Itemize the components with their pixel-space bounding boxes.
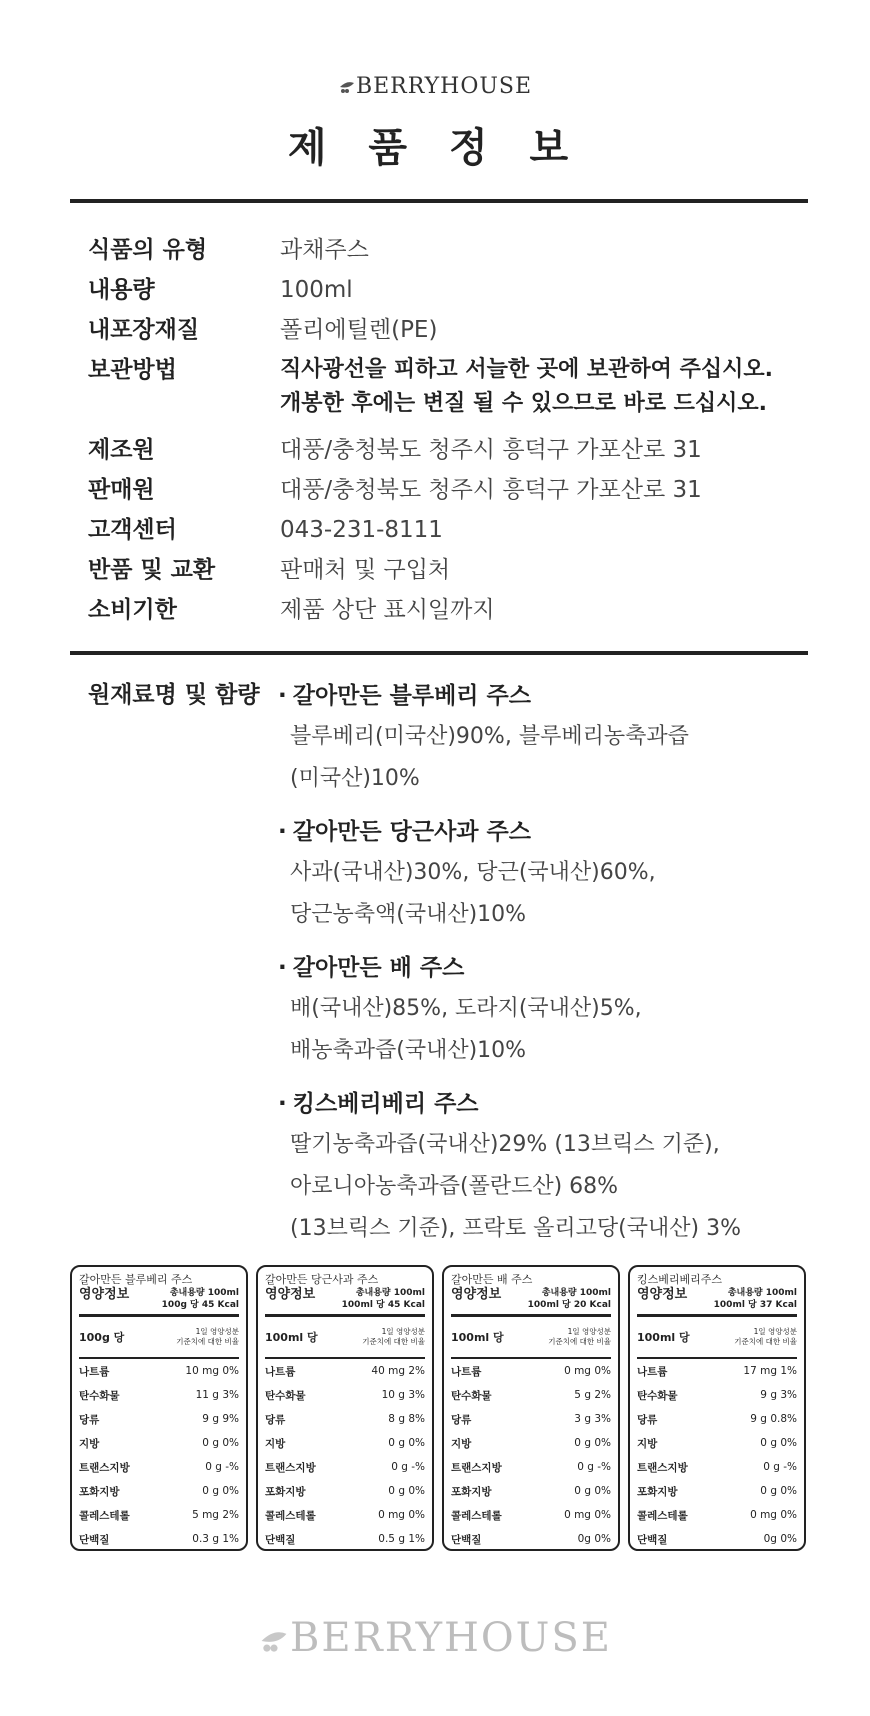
nutrient-name: 당류: [79, 1413, 100, 1426]
info-row-seller: [88, 470, 808, 510]
panel-title: 영양정보: [79, 1287, 130, 1302]
info-row-manufacturer: [88, 430, 808, 470]
info-label: 반품 및 교환: [88, 557, 216, 583]
ingredient-item: [278, 676, 798, 800]
nutrient-row: [79, 1503, 239, 1527]
panel-dv-line: 기준치에 대한 비율: [548, 1337, 611, 1346]
info-value: 100ml: [280, 277, 353, 303]
nutrient-row: [265, 1431, 425, 1455]
panel-dv-line: 1일 영양성분: [567, 1327, 611, 1336]
nutrient-percent: 0.8%: [770, 1413, 797, 1425]
panel-header: [79, 1287, 239, 1317]
divider: [70, 199, 808, 203]
nutrient-row: [637, 1383, 797, 1407]
nutrient-amount: 10 g: [381, 1389, 405, 1401]
ingredient-item: [278, 948, 798, 1072]
ingredient-item: [278, 1084, 798, 1250]
nutrient-percent: 3%: [222, 1389, 239, 1401]
nutrient-amount: 0 g: [388, 1437, 405, 1449]
panel-basis: 100ml 당: [637, 1331, 690, 1344]
nutrient-percent: 0%: [222, 1485, 239, 1497]
nutrient-percent: -%: [597, 1461, 611, 1473]
panel-title: 영양정보: [451, 1287, 502, 1302]
ingredient-line: (미국산)10%: [290, 766, 420, 791]
nutrient-percent: 0%: [780, 1533, 797, 1545]
nutrient-amount: 5 mg: [192, 1509, 219, 1521]
nutrient-name: 나트륨: [265, 1365, 296, 1378]
nutrient-value: [760, 1485, 797, 1497]
nutrient-percent: -%: [783, 1461, 797, 1473]
bullet: ·: [278, 1091, 287, 1117]
nutrient-row: [265, 1455, 425, 1479]
info-value: 043-231-8111: [280, 517, 443, 543]
nutrient-amount: 9 g: [760, 1389, 777, 1401]
brand-logo-top: [0, 74, 870, 99]
nutrient-value: [743, 1365, 797, 1377]
nutrient-amount: 0.5 g: [378, 1533, 405, 1545]
nutrient-row: [637, 1479, 797, 1503]
nutrient-percent: 0%: [408, 1509, 425, 1521]
panel-basis: 100g 당: [79, 1331, 125, 1344]
nutrient-value: [388, 1485, 425, 1497]
info-value: 제품 상단 표시일까지: [280, 597, 495, 623]
nutrient-row: [451, 1359, 611, 1383]
nutrient-value: [574, 1485, 611, 1497]
nutrient-row: [637, 1431, 797, 1455]
nutrient-value: [577, 1461, 611, 1473]
ingredient-line: 블루베리(미국산)90%, 블루베리농축과즙: [290, 724, 689, 749]
panel-header: [637, 1287, 797, 1317]
ingredient-line: 당근농축액(국내산)10%: [290, 902, 527, 927]
panel-size: [162, 1287, 239, 1311]
berry-leaf-icon: [258, 1628, 290, 1654]
nutrient-row: [451, 1431, 611, 1455]
nutrition-panel: [628, 1265, 806, 1551]
nutrient-name: 탄수화물: [451, 1389, 492, 1402]
nutrient-row: [265, 1383, 425, 1407]
nutrient-value: [564, 1509, 611, 1521]
nutrient-percent: -%: [411, 1461, 425, 1473]
nutrient-value: [760, 1437, 797, 1449]
nutrient-name: 트랜스지방: [79, 1461, 130, 1474]
nutrient-name: 지방: [451, 1437, 472, 1450]
nutrient-value: [388, 1413, 425, 1425]
nutrient-percent: -%: [225, 1461, 239, 1473]
nutrient-name: 지방: [79, 1437, 100, 1450]
nutrient-value: [388, 1437, 425, 1449]
panel-size: [714, 1287, 797, 1311]
nutrient-percent: 0%: [594, 1509, 611, 1521]
nutrient-amount: 0 g: [760, 1485, 777, 1497]
nutrient-value: [371, 1365, 425, 1377]
nutrient-amount: 0 g: [763, 1461, 780, 1473]
panel-size: [342, 1287, 425, 1311]
nutrition-panels: [70, 1265, 806, 1551]
ingredient-name: 킹스베리베리 주스: [292, 1091, 479, 1117]
nutrient-row: [637, 1527, 797, 1551]
nutrient-value: [378, 1533, 425, 1545]
nutrient-value: [202, 1437, 239, 1449]
panel-product-name: 갈아만든 당근사과 주스: [265, 1273, 379, 1286]
panel-product-name: 갈아만든 블루베리 주스: [79, 1273, 193, 1286]
info-row-volume: [88, 270, 808, 310]
panel-size-line: 총내용량 100ml: [541, 1288, 611, 1298]
nutrient-amount: 0 g: [205, 1461, 222, 1473]
nutrient-row: [79, 1407, 239, 1431]
nutrient-percent: 0%: [222, 1365, 239, 1377]
info-value: 대풍/충청북도 청주시 흥덕구 가포산로 31: [280, 477, 702, 503]
nutrient-value: [574, 1389, 611, 1401]
panel-size-line: 총내용량 100ml: [169, 1288, 239, 1298]
nutrient-amount: 0 g: [202, 1437, 219, 1449]
nutrient-name: 단백질: [451, 1533, 482, 1546]
nutrient-name: 나트륨: [451, 1365, 482, 1378]
brand-name: BERRYHOUSE: [355, 74, 533, 99]
nutrient-row: [637, 1455, 797, 1479]
bullet: ·: [278, 955, 287, 981]
nutrient-percent: 0%: [780, 1437, 797, 1449]
nutrient-row: [79, 1431, 239, 1455]
nutrient-amount: 3 g: [574, 1413, 591, 1425]
nutrient-row: [265, 1479, 425, 1503]
nutrient-value: [750, 1413, 797, 1425]
nutrient-row: [451, 1503, 611, 1527]
panel-basis-row: [79, 1317, 239, 1359]
bullet: ·: [278, 819, 287, 845]
nutrient-name: 포화지방: [451, 1485, 492, 1498]
panel-dv-note: [548, 1327, 611, 1347]
info-label: 소비기한: [88, 597, 177, 623]
nutrient-amount: 0g: [577, 1533, 591, 1545]
nutrient-name: 단백질: [79, 1533, 110, 1546]
ingredient-line: 배(국내산)85%, 도라지(국내산)5%,: [290, 996, 642, 1021]
nutrient-name: 포화지방: [79, 1485, 120, 1498]
nutrient-value: [196, 1389, 239, 1401]
nutrient-row: [451, 1479, 611, 1503]
ingredients-list: [278, 676, 798, 1262]
nutrient-percent: 0%: [594, 1365, 611, 1377]
nutrient-percent: 3%: [780, 1389, 797, 1401]
nutrient-name: 지방: [637, 1437, 658, 1450]
ingredient-line: (13브릭스 기준), 프락토 올리고당(국내산) 3%: [290, 1216, 741, 1241]
nutrient-amount: 0 mg: [564, 1509, 591, 1521]
info-row-customer-center: [88, 510, 808, 550]
nutrient-name: 나트륨: [79, 1365, 110, 1378]
nutrient-value: [574, 1437, 611, 1449]
nutrient-value: [578, 1533, 611, 1545]
nutrient-row: [451, 1407, 611, 1431]
info-row-storage: [88, 350, 808, 430]
nutrient-row: [451, 1527, 611, 1551]
nutrient-name: 당류: [451, 1413, 472, 1426]
nutrient-amount: 0.3 g: [192, 1533, 219, 1545]
nutrient-name: 탄수화물: [637, 1389, 678, 1402]
nutrient-amount: 0 g: [577, 1461, 594, 1473]
nutrient-row: [265, 1503, 425, 1527]
info-label: 식품의 유형: [88, 237, 208, 263]
panel-kcal-line: 100g 당 45 Kcal: [161, 1300, 239, 1310]
nutrient-percent: 3%: [408, 1389, 425, 1401]
nutrient-name: 콜레스테롤: [637, 1509, 688, 1522]
info-row-type: [88, 230, 808, 270]
bullet: ·: [278, 683, 287, 709]
ingredient-line: 아로니아농축과즙(폴란드산) 68%: [290, 1174, 619, 1199]
nutrient-percent: 0%: [408, 1485, 425, 1497]
ingredient-line: 딸기농축과즙(국내산)29% (13브릭스 기준),: [290, 1132, 720, 1157]
nutrient-name: 트랜스지방: [637, 1461, 688, 1474]
nutrition-panel: [442, 1265, 620, 1551]
nutrient-amount: 0 mg: [750, 1509, 777, 1521]
panel-kcal-line: 100ml 당 37 Kcal: [713, 1300, 797, 1310]
nutrient-name: 포화지방: [637, 1485, 678, 1498]
nutrient-percent: 1%: [408, 1533, 425, 1545]
ingredients-label: 원재료명 및 함량: [88, 682, 260, 708]
nutrient-percent: 1%: [222, 1533, 239, 1545]
nutrient-amount: 0 g: [388, 1485, 405, 1497]
ingredient-line: 사과(국내산)30%, 당근(국내산)60%,: [290, 860, 656, 885]
nutrient-value: [760, 1389, 797, 1401]
nutrient-percent: 0%: [222, 1437, 239, 1449]
panel-dv-note: [734, 1327, 797, 1347]
panel-title: 영양정보: [637, 1287, 688, 1302]
brand-name: BERRYHOUSE: [290, 1615, 612, 1661]
nutrient-value: [205, 1461, 239, 1473]
nutrient-value: [564, 1365, 611, 1377]
info-label: 제조원: [88, 437, 155, 463]
panel-basis-row: [637, 1317, 797, 1359]
panel-dv-note: [362, 1327, 425, 1347]
info-row-packaging: [88, 310, 808, 350]
nutrient-value: [750, 1509, 797, 1521]
nutrient-amount: 0 g: [391, 1461, 408, 1473]
info-row-returns: [88, 550, 808, 590]
panel-product-name: 킹스베리베리주스: [637, 1273, 723, 1286]
nutrient-name: 탄수화물: [79, 1389, 120, 1402]
panel-basis: 100ml 당: [265, 1331, 318, 1344]
nutrient-name: 당류: [637, 1413, 658, 1426]
nutrient-value: [382, 1389, 425, 1401]
nutrient-percent: 2%: [222, 1509, 239, 1521]
nutrient-amount: 0 g: [574, 1485, 591, 1497]
info-label: 내포장재질: [88, 317, 200, 343]
nutrient-row: [79, 1479, 239, 1503]
info-value: 대풍/충청북도 청주시 흥덕구 가포산로 31: [280, 437, 702, 463]
nutrient-name: 트랜스지방: [265, 1461, 316, 1474]
nutrient-value: [574, 1413, 611, 1425]
nutrient-row: [79, 1527, 239, 1551]
nutrient-row: [79, 1359, 239, 1383]
nutrient-value: [378, 1509, 425, 1521]
nutrition-panel: [70, 1265, 248, 1551]
ingredient-name: 갈아만든 블루베리 주스: [292, 683, 531, 709]
nutrient-value: [185, 1365, 239, 1377]
nutrient-row: [637, 1359, 797, 1383]
panel-kcal-line: 100ml 당 20 Kcal: [527, 1300, 611, 1310]
nutrient-amount: 9 g: [750, 1413, 767, 1425]
nutrient-row: [265, 1527, 425, 1551]
ingredient-item: [278, 812, 798, 936]
ingredient-name: 갈아만든 배 주스: [292, 955, 465, 981]
panel-dv-line: 기준치에 대한 비율: [362, 1337, 425, 1346]
nutrient-percent: 2%: [408, 1365, 425, 1377]
ingredient-line: 배농축과즙(국내산)10%: [290, 1038, 527, 1063]
nutrient-row: [265, 1359, 425, 1383]
nutrient-value: [763, 1461, 797, 1473]
nutrient-value: [192, 1533, 239, 1545]
nutrient-amount: 8 g: [388, 1413, 405, 1425]
panel-dv-line: 1일 영양성분: [381, 1327, 425, 1336]
nutrient-name: 콜레스테롤: [265, 1509, 316, 1522]
panel-size-line: 총내용량 100ml: [355, 1288, 425, 1298]
nutrient-amount: 0 g: [202, 1485, 219, 1497]
panel-header: [451, 1287, 611, 1317]
brand-logo-bottom: [0, 1615, 870, 1661]
nutrient-amount: 0 mg: [564, 1365, 591, 1377]
berry-leaf-icon: [338, 80, 356, 94]
nutrient-row: [637, 1407, 797, 1431]
panel-kcal-line: 100ml 당 45 Kcal: [341, 1300, 425, 1310]
nutrient-row: [265, 1407, 425, 1431]
nutrient-name: 단백질: [637, 1533, 668, 1546]
nutrient-value: [764, 1533, 797, 1545]
nutrient-amount: 17 mg: [743, 1365, 777, 1377]
info-label: 보관방법: [88, 357, 177, 383]
nutrient-percent: 0%: [594, 1485, 611, 1497]
nutrient-percent: 8%: [408, 1413, 425, 1425]
nutrient-row: [637, 1503, 797, 1527]
info-value: 직사광선을 피하고 서늘한 곳에 보관하여 주십시오.: [280, 357, 773, 382]
nutrient-amount: 40 mg: [371, 1365, 405, 1377]
info-label: 판매원: [88, 477, 155, 503]
nutrient-row: [451, 1383, 611, 1407]
nutrient-percent: 0%: [780, 1509, 797, 1521]
nutrient-name: 나트륨: [637, 1365, 668, 1378]
nutrient-amount: 10 mg: [185, 1365, 219, 1377]
nutrient-percent: 0%: [594, 1437, 611, 1449]
page-title: 제 품 정 보: [287, 125, 583, 171]
panel-dv-line: 1일 영양성분: [753, 1327, 797, 1336]
info-row-expiry: [88, 590, 808, 630]
info-label: 내용량: [88, 277, 155, 303]
divider: [70, 651, 808, 655]
nutrient-percent: 3%: [594, 1413, 611, 1425]
nutrient-value: [202, 1413, 239, 1425]
nutrient-name: 탄수화물: [265, 1389, 306, 1402]
nutrient-name: 콜레스테롤: [79, 1509, 130, 1522]
nutrient-amount: 0g: [763, 1533, 777, 1545]
info-value: 과채주스: [280, 237, 369, 263]
nutrition-panel: [256, 1265, 434, 1551]
nutrient-value: [391, 1461, 425, 1473]
nutrient-name: 지방: [265, 1437, 286, 1450]
panel-dv-note: [176, 1327, 239, 1347]
nutrient-name: 트랜스지방: [451, 1461, 502, 1474]
nutrient-name: 당류: [265, 1413, 286, 1426]
info-value-line2: 개봉한 후에는 변질 될 수 있으므로 바로 드십시오.: [280, 391, 768, 416]
nutrient-amount: 0 g: [574, 1437, 591, 1449]
nutrient-amount: 9 g: [202, 1413, 219, 1425]
nutrient-percent: 1%: [780, 1365, 797, 1377]
panel-product-name: 갈아만든 배 주스: [451, 1273, 533, 1286]
nutrient-percent: 0%: [594, 1533, 611, 1545]
nutrient-value: [192, 1509, 239, 1521]
ingredient-name: 갈아만든 당근사과 주스: [292, 819, 531, 845]
nutrient-amount: 11 g: [195, 1389, 219, 1401]
info-value: 폴리에틸렌(PE): [280, 317, 438, 343]
panel-size: [528, 1287, 611, 1311]
info-value: 판매처 및 구입처: [280, 557, 451, 583]
panel-basis: 100ml 당: [451, 1331, 504, 1344]
nutrient-name: 콜레스테롤: [451, 1509, 502, 1522]
panel-title: 영양정보: [265, 1287, 316, 1302]
nutrient-percent: 0%: [408, 1437, 425, 1449]
nutrient-row: [79, 1455, 239, 1479]
nutrient-row: [79, 1383, 239, 1407]
nutrient-name: 포화지방: [265, 1485, 306, 1498]
nutrient-name: 단백질: [265, 1533, 296, 1546]
panel-dv-line: 1일 영양성분: [195, 1327, 239, 1336]
nutrient-percent: 0%: [780, 1485, 797, 1497]
nutrient-amount: 5 g: [574, 1389, 591, 1401]
nutrient-value: [202, 1485, 239, 1497]
nutrient-amount: 0 mg: [378, 1509, 405, 1521]
panel-dv-line: 기준치에 대한 비율: [176, 1337, 239, 1346]
nutrient-row: [451, 1455, 611, 1479]
nutrient-percent: 9%: [222, 1413, 239, 1425]
panel-basis-row: [265, 1317, 425, 1359]
info-label: 고객센터: [88, 517, 177, 543]
nutrient-amount: 0 g: [760, 1437, 777, 1449]
panel-basis-row: [451, 1317, 611, 1359]
panel-header: [265, 1287, 425, 1317]
product-info-table: [88, 230, 808, 630]
panel-size-line: 총내용량 100ml: [727, 1288, 797, 1298]
nutrient-percent: 2%: [594, 1389, 611, 1401]
panel-dv-line: 기준치에 대한 비율: [734, 1337, 797, 1346]
